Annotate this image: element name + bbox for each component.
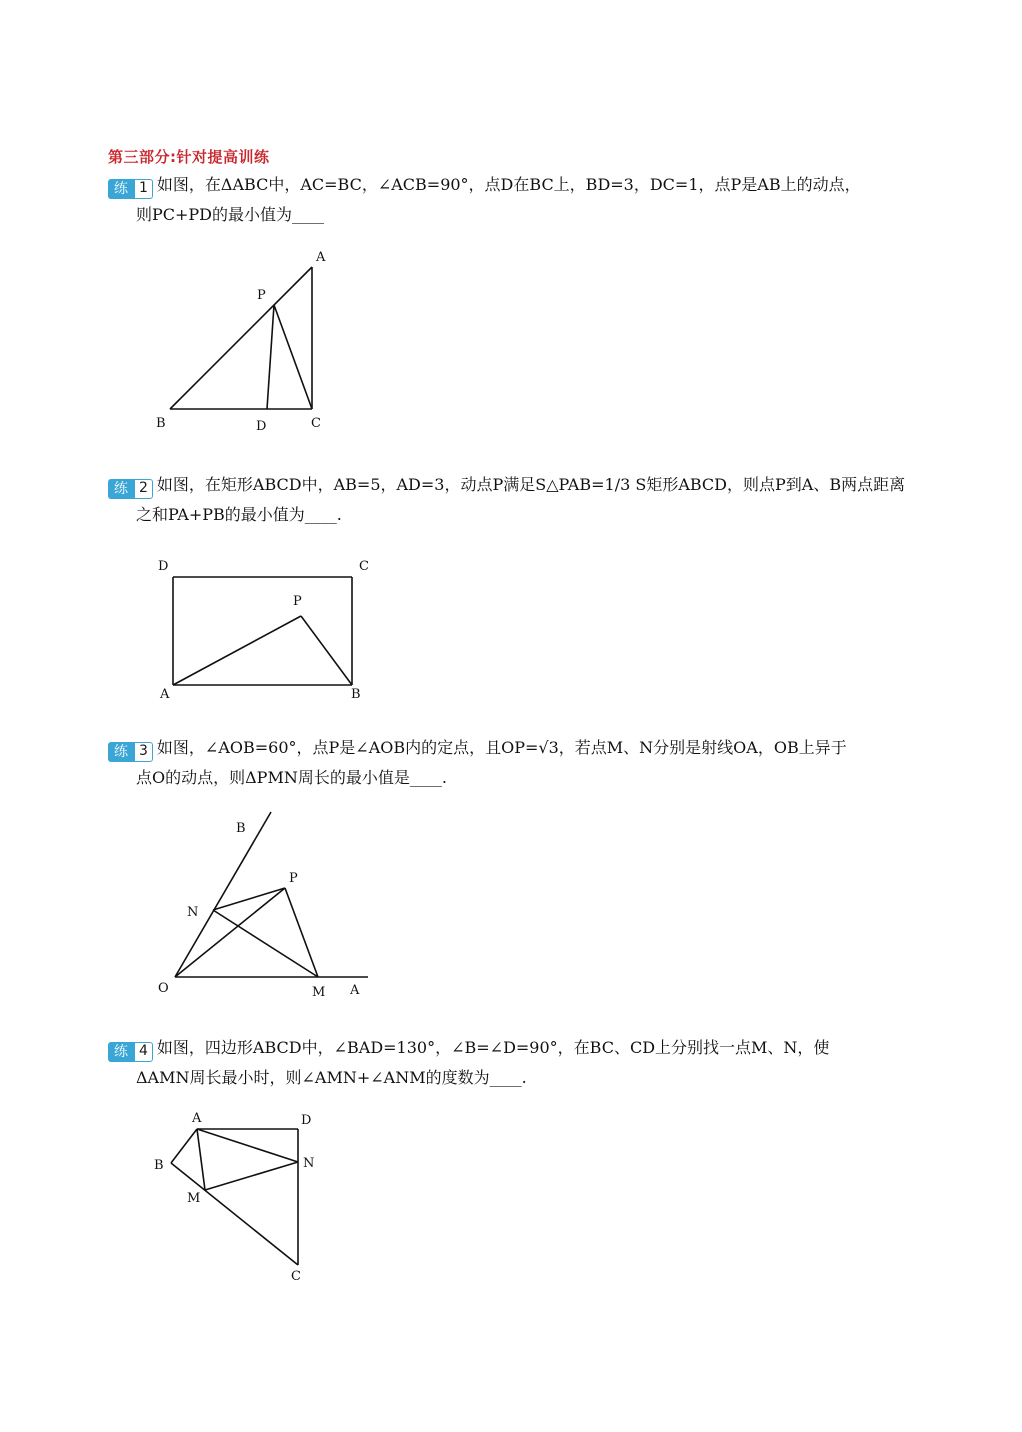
problem-badge: 练 3 (108, 742, 153, 762)
label-A: A (316, 250, 326, 265)
label-D: D (158, 559, 169, 574)
label-C: C (291, 1269, 301, 1284)
label-M: M (312, 985, 326, 1000)
label-D: D (256, 419, 267, 434)
problem-badge: 练 4 (108, 1042, 153, 1062)
problem-4-line1: 练 4 如图，四边形ABCD中，∠BAD=130°，∠B=∠D=90°，在BC、CD上分别找一点M、N，使 (108, 1033, 928, 1063)
problem-2-line1: 练 2 如图，在矩形ABCD中，AB=5，AD=3，动点P满足S△PAB=1/3 S矩形ABCD，则点P到A、B两点距离 (108, 470, 928, 500)
label-A: A (350, 983, 360, 998)
section-title: 第三部分:针对提高训练 (108, 148, 270, 166)
problem-1-line2: 则PC+PD的最小值为____ (136, 205, 325, 224)
label-B: B (154, 1158, 164, 1173)
label-A: A (192, 1111, 202, 1126)
problem-2-line2: 之和PA+PB的最小值为____. (136, 505, 342, 524)
label-P: P (289, 871, 298, 886)
label-B: B (156, 416, 166, 431)
label-O: O (158, 981, 169, 996)
problem-badge: 练 2 (108, 479, 153, 499)
label-C: C (359, 559, 369, 574)
label-M: M (187, 1191, 201, 1206)
label-D: D (301, 1113, 312, 1128)
label-B: B (236, 821, 246, 836)
label-C: C (311, 416, 321, 431)
problem-1-line1: 练 1 如图，在ΔABC中，AC=BC，∠ACB=90°，点D在BC上，BD=3，DC=1，点P是AB上的动点， (108, 170, 928, 200)
problem-badge: 练 1 (108, 179, 153, 199)
label-A: A (160, 687, 170, 702)
problem-3-line2: 点O的动点，则ΔPMN周长的最小值是____. (136, 768, 447, 787)
label-P: P (257, 288, 266, 303)
problem-4-line2: ΔAMN周长最小时，则∠AMN+∠ANM的度数为____. (136, 1068, 527, 1087)
label-N: N (187, 905, 199, 920)
label-P: P (293, 594, 302, 609)
label-B: B (351, 687, 361, 702)
problem-3-line1: 练 3 如图，∠AOB=60°，点P是∠AOB内的定点，且OP=√3，若点M、N分别是射线OA，OB上异于 (108, 733, 928, 763)
label-N: N (303, 1156, 315, 1171)
